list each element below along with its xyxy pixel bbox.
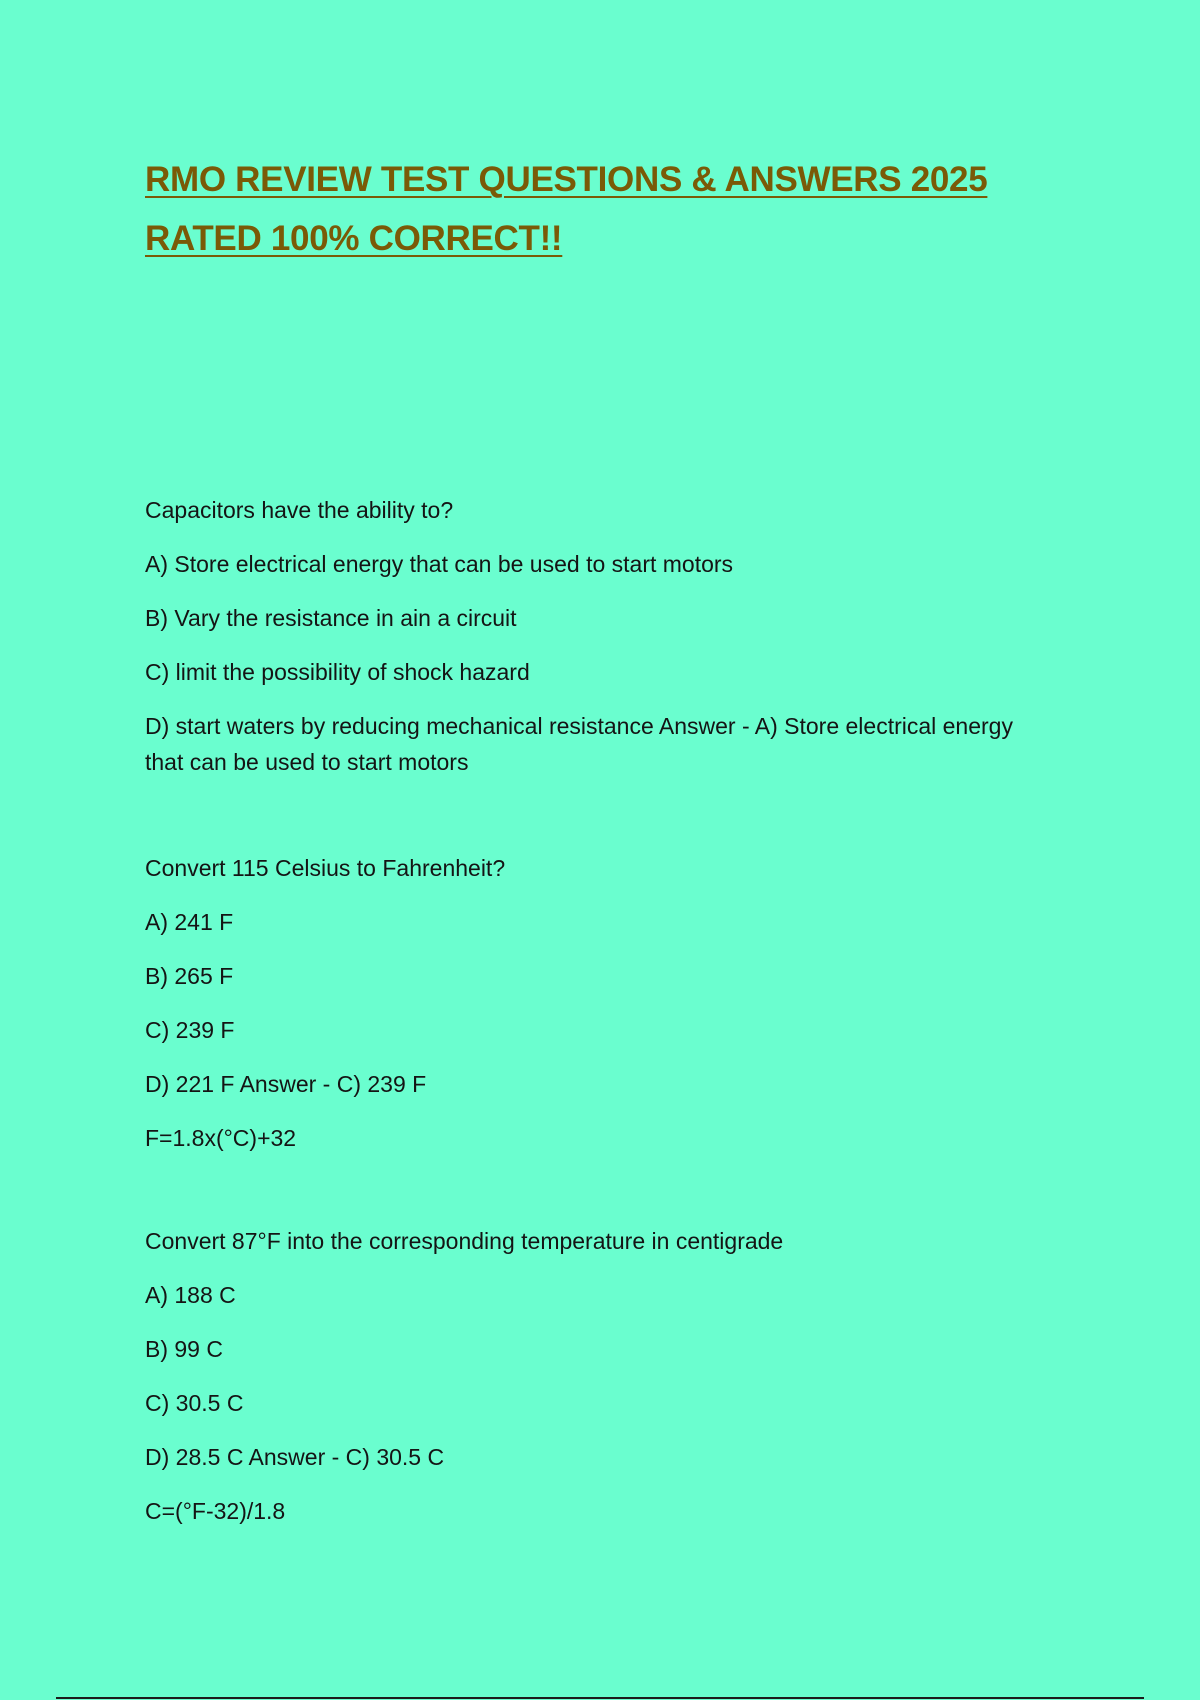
question-block-2: [145, 850, 1045, 1174]
answer-option-c: C) limit the possibility of shock hazard: [145, 659, 530, 685]
question-text: Capacitors have the ability to?: [145, 497, 454, 523]
answer-option-d-with-answer: D) 28.5 C Answer - C) 30.5 C: [145, 1444, 445, 1470]
answer-option-c: C) 30.5 C: [145, 1390, 244, 1416]
answer-option-d-with-answer: D) start waters by reducing mechanical resistance Answer - A) Store electrical energy that can be used to start motors: [145, 713, 1013, 775]
answer-option-a: A) 188 C: [145, 1282, 236, 1308]
footer-divider: [56, 1697, 1144, 1699]
answer-option-d-with-answer: D) 221 F Answer - C) 239 F: [145, 1071, 427, 1097]
formula: C=(°F-32)/1.8: [145, 1498, 286, 1524]
answer-option-a: A) Store electrical energy that can be used to start motors: [145, 551, 734, 577]
question-block-1: [145, 492, 1045, 798]
question-block-3: [145, 1223, 1045, 1547]
answer-option-a: A) 241 F: [145, 909, 234, 935]
title-line-2: RATED 100% CORRECT!!: [145, 219, 563, 258]
document-title: [145, 150, 1085, 268]
title-line-1: RMO REVIEW TEST QUESTIONS & ANSWERS 2025: [145, 160, 988, 199]
answer-option-c: C) 239 F: [145, 1017, 235, 1043]
answer-option-b: B) Vary the resistance in ain a circuit: [145, 605, 517, 631]
answer-option-b: B) 99 C: [145, 1336, 223, 1362]
question-text: Convert 115 Celsius to Fahrenheit?: [145, 855, 506, 881]
formula: F=1.8x(°C)+32: [145, 1125, 297, 1151]
answer-option-b: B) 265 F: [145, 963, 234, 989]
question-text: Convert 87°F into the corresponding temperature in centigrade: [145, 1228, 784, 1254]
